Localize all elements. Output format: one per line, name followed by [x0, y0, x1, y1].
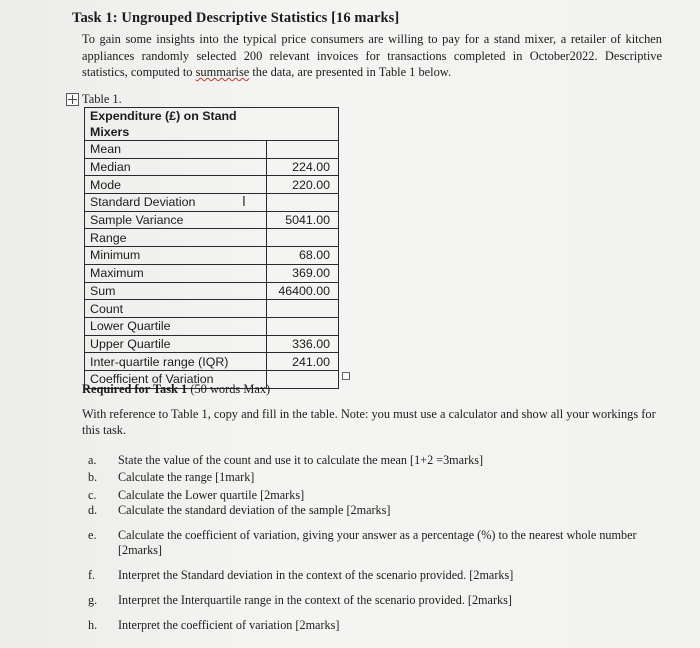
row-value[interactable]: 224.00 [267, 158, 339, 176]
statistics-table [84, 107, 339, 389]
required-rest-text: (50 words Max) [187, 382, 271, 396]
question-item [88, 470, 648, 485]
required-bold-text: Required for Task 1 [82, 382, 188, 396]
row-label: Standard Deviation [85, 194, 267, 212]
table-row [85, 247, 339, 265]
required-heading [82, 382, 270, 397]
question-letter: d. [88, 503, 98, 517]
row-label: Lower Quartile [85, 317, 267, 335]
question-letter: g. [88, 593, 98, 607]
table-row [85, 229, 339, 247]
question-text: Calculate the coefficient of variation, giving your answer as a percentage (%) to the nearest whole number [2marks] [118, 528, 637, 557]
row-value[interactable] [267, 317, 339, 335]
question-item [88, 593, 648, 608]
table-row [85, 282, 339, 300]
question-text: State the value of the count and use it to calculate the mean [1+2 =3marks] [118, 453, 484, 467]
table-row [85, 264, 339, 282]
question-text: Interpret the Standard deviation in the context of the scenario provided. [2marks] [118, 568, 514, 582]
table-row [85, 176, 339, 194]
row-label: Sum [85, 282, 267, 300]
intro-paragraph [82, 31, 662, 81]
misspelled-word[interactable]: summarise [195, 65, 250, 79]
table-caption [66, 92, 122, 107]
row-label: Minimum [85, 247, 267, 265]
row-value[interactable] [267, 229, 339, 247]
table-header-blank-cell [267, 108, 339, 141]
row-label: Mode [85, 176, 267, 194]
question-item [88, 568, 648, 583]
question-item [88, 528, 648, 558]
row-value[interactable] [267, 300, 339, 318]
resize-square-icon[interactable] [342, 372, 350, 380]
question-item [88, 488, 648, 503]
question-letter: c. [88, 488, 97, 502]
intro-text-before: To gain some insights into the typical price consumers are willing to pay for a stand mixer, a retailer of kitchen appliances randomly selected 200 relevant invoices for transactions completed in October2022. Descriptive statistics, computed to [82, 32, 662, 79]
table-row [85, 211, 339, 229]
row-value[interactable] [267, 194, 339, 212]
row-value[interactable] [267, 141, 339, 159]
question-item [88, 453, 648, 468]
reference-paragraph: With reference to Table 1, copy and fill in the table. Note: you must use a calculator and show all your workings for this task. [82, 407, 656, 437]
table-row [85, 317, 339, 335]
row-value[interactable]: 220.00 [267, 176, 339, 194]
question-text: Calculate the range [1mark] [118, 470, 255, 484]
question-text: Calculate the Lower quartile [2marks] [118, 488, 305, 502]
row-value[interactable]: 241.00 [267, 353, 339, 371]
table-header-row [85, 108, 339, 141]
question-letter: e. [88, 528, 97, 542]
row-value[interactable]: 5041.00 [267, 211, 339, 229]
row-label: Range [85, 229, 267, 247]
question-item [88, 618, 648, 633]
table-row [85, 353, 339, 371]
table-row [85, 300, 339, 318]
row-label: Count [85, 300, 267, 318]
row-value[interactable]: 68.00 [267, 247, 339, 265]
i-beam-cursor-icon: I [242, 195, 246, 210]
question-text: Interpret the coefficient of variation [2marks] [118, 618, 340, 632]
table-caption-text: Table 1. [82, 92, 122, 106]
table-row [85, 141, 339, 159]
table-row [85, 194, 339, 212]
question-text: Interpret the Interquartile range in the context of the scenario provided. [2marks] [118, 593, 512, 607]
row-label: Mean [85, 141, 267, 159]
row-label: Upper Quartile [85, 335, 267, 353]
question-letter: h. [88, 618, 98, 632]
row-label: Sample Variance [85, 211, 267, 229]
row-value[interactable] [267, 370, 339, 388]
row-value[interactable]: 336.00 [267, 335, 339, 353]
row-label: Median [85, 158, 267, 176]
question-text: Calculate the standard deviation of the sample [2marks] [118, 503, 391, 517]
task-title: Task 1: Ungrouped Descriptive Statistics [16 marks] [72, 10, 400, 26]
row-value[interactable]: 46400.00 [267, 282, 339, 300]
table-row [85, 335, 339, 353]
table-header-cell: Expenditure (£) on Stand Mixers [85, 108, 267, 141]
question-item [88, 503, 648, 518]
table-row [85, 158, 339, 176]
intro-text-after: the data, are presented in Table 1 below. [249, 65, 452, 79]
row-label: Coefficient of Variation [85, 370, 267, 388]
row-value[interactable]: 369.00 [267, 264, 339, 282]
question-letter: a. [88, 453, 97, 467]
move-cross-icon[interactable] [66, 93, 79, 106]
question-letter: b. [88, 470, 98, 484]
row-label: Inter-quartile range (IQR) [85, 353, 267, 371]
question-letter: f. [88, 568, 96, 582]
row-label: Maximum [85, 264, 267, 282]
